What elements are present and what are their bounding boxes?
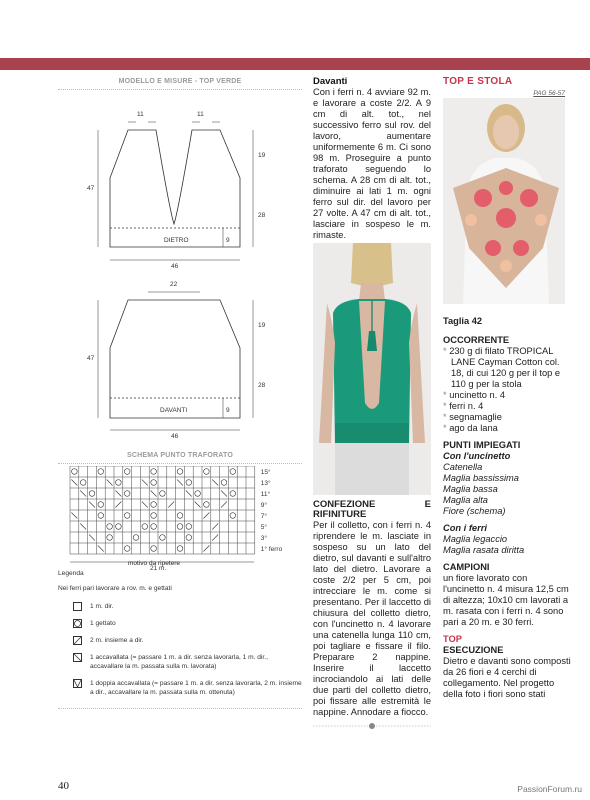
front-label: DAVANTI [160,407,188,414]
row-label: 9° [260,502,268,509]
chart-yarnover-mark [177,524,183,530]
legend-item-sk2p: 1 doppia accavallata (= passare 1 m. a dir. senza lavorarla, 2 m. insieme a dir., accavallare la m. passata sulla m. ottenuta) [58,679,302,697]
punti-title: PUNTI IMPIEGATI [443,440,521,450]
campioni-text: un fiore lavorato con l'uncinetto n. 4 misura 12,5 cm di altezza; 10x10 cm lavorati a m. rasata con i ferri n. 4 sono pari a 20 m. e 30 ferri. [443,573,569,627]
chart-yarnover-mark [133,535,139,541]
legend-title: Legenda [58,570,84,577]
confezione-text: Per il colletto, con i ferri n. 4 riprendere le m. lasciate in sospeso su un lato del dietro, sul davanti e sull'altro lato del dietro. Lavorare a coste 2/2 per 5 cm, poi intrecciare le m. come si presentano. Per il laccetto di chiusura del colletto dietro, con l'uncinetto n. 4 lavorare una catenella lunga 110 cm, poi tagliare e fissare il filo. Preparare 2 nappine. Inserire il laccetto incrociandolo ai lati delle due parti del colletto dietro, poi fissare alle estremità le nappine. Annodare a fiocco. [313,520,431,717]
list-item: * 230 g di filato TROPICAL LANE Cayman Cotton col. 18, di cui 120 g per il top e 110 g per la stola [443,346,571,390]
back-dim-top-left: 11 [137,111,144,118]
chart-decrease-mark [186,491,192,497]
esecuzione-text: Dietro e davanti sono composti da 26 fiori e 4 cerchi di collegamento. Nel progetto della foto i fiori sono stati [443,656,571,699]
legend-divider [58,708,302,709]
stitch-item: Maglia bassa [443,484,498,494]
watermark: PassionForum.ru [517,784,582,794]
legend [58,570,302,705]
schema-title: SCHEMA PUNTO TRAFORATO [58,452,302,464]
row-label: 13° [260,480,271,487]
right-column-header [443,76,571,97]
row-label: 7° [260,513,268,520]
list-item: * uncinetto n. 4 [443,390,571,401]
row-label: 15° [260,469,271,476]
list-item: * ferri n. 4 [443,401,571,412]
chart-yarnover-mark [151,480,157,486]
chart-yarnover-mark [89,491,95,497]
chart-decrease-mark [89,535,95,541]
ferri-title: Con i ferri [443,523,487,533]
chart-yarnover-mark [177,469,183,475]
chart-decrease-mark [203,546,209,552]
materials-column [443,316,571,700]
stitch-item: Fiore (schema) [443,506,506,516]
davanti-title: Davanti [313,76,348,87]
front-dim-neck: 22 [170,281,178,288]
backslash-icon [73,653,82,662]
chart-yarnover-mark [230,491,236,497]
list-item: * ago da lana [443,423,571,434]
esecuzione-title: ESECUZIONE [443,645,504,655]
materials-list [443,346,571,434]
triangle-icon [73,679,82,688]
chart-decrease-mark [177,480,183,486]
front-dim-height: 47 [87,355,95,362]
back-label: DIETRO [164,237,189,244]
chart-yarnover-mark [221,480,227,486]
front-dim-side: 28 [258,382,266,389]
back-dim-rib: 9 [226,237,230,244]
back-schematic [58,92,302,272]
back-dim-armhole: 19 [258,152,266,159]
row-label: 5° [260,524,268,531]
chart-yarnover-mark [151,546,157,552]
chart-yarnover-mark [151,513,157,519]
model-photo [443,98,565,304]
chart-decrease-mark [80,491,86,497]
chart-decrease-mark [212,535,218,541]
legend-item-k2tog: 2 m. insieme a dir. [58,636,302,645]
list-item: * segnamaglie [443,412,571,423]
chart-yarnover-mark [186,480,192,486]
repeat-label: motivo da ripetere [128,560,181,567]
circle-icon [73,619,82,628]
finishing-instructions [313,500,431,718]
chart-yarnover-mark [124,469,130,475]
slash-icon [73,636,82,645]
section-header: TOP E STOLA [443,76,513,87]
chart-decrease-mark [142,480,148,486]
chart-yarnover-mark [151,469,157,475]
back-dim-height: 47 [87,185,95,192]
chart-yarnover-mark [230,469,236,475]
back-dim-top-right: 11 [197,111,204,118]
row-label: 3° [260,535,268,542]
stitch-item: Maglia rasata diritta [443,545,525,555]
chart-yarnover-mark [80,480,86,486]
chart-decrease-mark [168,502,174,508]
decorative-rule [313,718,431,728]
chart-yarnover-mark [124,513,130,519]
back-dim-side: 28 [258,212,266,219]
chart-decrease-mark [203,513,209,519]
legend-note: Nei ferri pari lavorare a rov. m. e gettati [58,585,172,592]
chart-decrease-mark [115,502,121,508]
chart-decrease-mark [142,502,148,508]
front-dim-width: 46 [171,433,179,440]
chart-yarnover-mark [204,502,210,508]
top-color-bar [0,58,590,70]
occorrente-title: OCCORRENTE [443,335,510,345]
legend-item-knit: 1 m. dir. [58,602,302,611]
chart-yarnover-mark [204,469,210,475]
stitch-item: Catenella [443,462,483,472]
chart-decrease-mark [98,546,104,552]
legend-item-yarnover: 1 gettato [58,619,302,628]
chart-yarnover-mark [230,513,236,519]
chart-decrease-mark [212,480,218,486]
chart-yarnover-mark [107,524,113,530]
campioni-title: CAMPIONI [443,562,490,572]
chart-yarnover-mark [177,546,183,552]
lace-schema-section [58,452,302,581]
chart-yarnover-mark [98,469,104,475]
chart-yarnover-mark [116,524,122,530]
chart-yarnover-mark [72,469,78,475]
chart-yarnover-mark [142,524,148,530]
model-diagram-section [58,78,302,442]
chart-yarnover-mark [116,480,122,486]
chart-decrease-mark [89,502,95,508]
front-instructions [313,76,431,241]
chart-decrease-mark [195,502,201,508]
back-dim-width: 46 [171,263,179,270]
chart-decrease-mark [221,502,227,508]
top-label: TOP [443,634,462,644]
chart-decrease-mark [115,491,121,497]
stitch-item: Maglia alta [443,495,488,505]
chart-decrease-mark [221,491,227,497]
chart-decrease-mark [212,524,218,530]
chart-decrease-mark [71,480,77,486]
chart-decrease-mark [107,480,113,486]
chart-decrease-mark [71,513,77,519]
chart-yarnover-mark [177,513,183,519]
confezione-title: CONFEZIONE E RIFINITURE [313,499,431,520]
chart-yarnover-mark [124,491,130,497]
size: Taglia 42 [443,316,483,326]
front-dim-armhole: 19 [258,322,266,329]
chart-yarnover-mark [151,524,157,530]
chart-yarnover-mark [186,524,192,530]
legend-item-skp: 1 accavallata (= passare 1 m. a dir. senza lavorarla, 1 m. dir., accavallare la m. passata sulla m. lavorata) [58,653,302,671]
chart-yarnover-mark [124,546,130,552]
chart-yarnover-mark [195,491,201,497]
chart-yarnover-mark [98,513,104,519]
stitch-item: Maglia bassissima [443,473,519,483]
back-view-photo [313,243,431,495]
page-reference[interactable]: PAG 56-57 [533,90,565,97]
front-dim-rib: 9 [226,407,230,414]
chart-yarnover-mark [160,491,166,497]
chart-yarnover-mark [151,502,157,508]
repeat-count: 21 m. [150,565,167,572]
page-number: 40 [58,780,69,792]
chart-yarnover-mark [107,535,113,541]
stitch-item: Maglia legaccio [443,534,508,544]
front-schematic [58,272,302,442]
row-label: 1° ferro [260,546,283,553]
empty-square-icon [73,602,82,611]
row-label: 11° [260,491,271,498]
chart-yarnover-mark [98,502,104,508]
davanti-text: Con i ferri n. 4 avviare 92 m. e lavorare a coste 2/2. A 9 cm di alt. tot., nel successivo ferro sul rov. del lavoro, aumentare uniformemente 6 m. Ci sono 98 m. Proseguire a punto traforato seguendo lo schema. A 28 cm di alt. tot., diminuire ai lati 1 m. ogni ferro sul dir. del lavoro per 27 volte. A 47 cm di alt. tot., lasciare in sospeso le m. rimaste. [313,87,431,240]
model-title: MODELLO E MISURE - TOP VERDE [58,78,302,90]
chart-decrease-mark [80,524,86,530]
chart-decrease-mark [151,491,157,497]
chart-yarnover-mark [160,535,166,541]
chart-yarnover-mark [186,535,192,541]
uncinetto-title: Con l'uncinetto [443,451,511,461]
